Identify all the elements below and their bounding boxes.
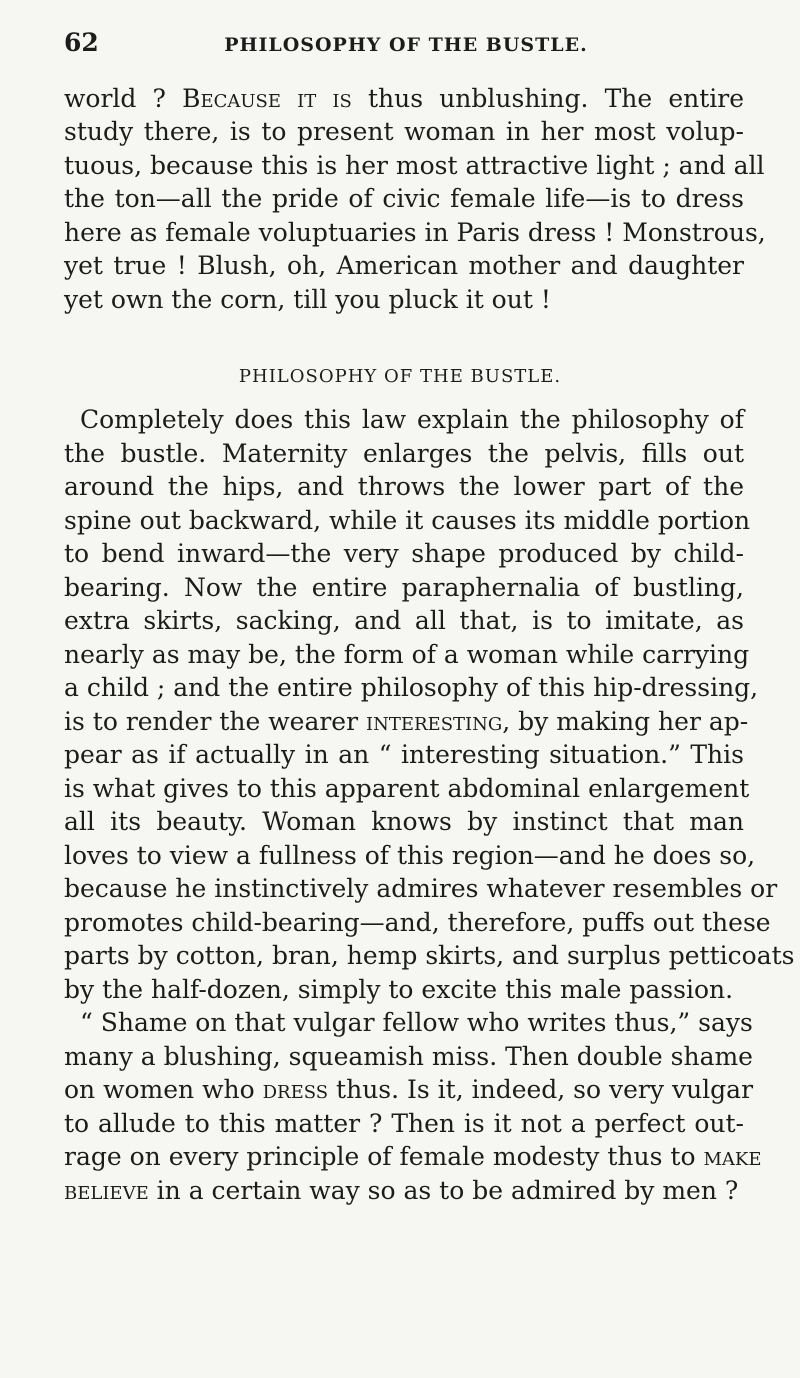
- text-line: on women who dress thus. Is it, indeed, so very vulgar: [64, 1075, 754, 1104]
- text-line: yet own the corn, till you pluck it out !: [64, 285, 551, 314]
- section-heading: PHILOSOPHY OF THE BUSTLE.: [238, 366, 562, 387]
- text-line: tuous, because this is her most attractive light ; and all: [64, 151, 765, 180]
- text-line: is to render the wearer interesting, by making her ap-: [64, 707, 749, 736]
- text-line: around the hips, and throws the lower part of the: [64, 472, 744, 501]
- running-title: PHILOSOPHY OF THE BUSTLE.: [224, 34, 588, 56]
- text-line: all its beauty. Woman knows by instinct that man: [64, 807, 744, 836]
- running-head: [64, 28, 748, 58]
- text-line: promotes child-bearing—and, therefore, puffs out these: [64, 908, 771, 937]
- text-line: bearing. Now the entire paraphernalia of bustling,: [64, 573, 744, 602]
- text-line: a child ; and the entire philosophy of this hip-dressing,: [64, 673, 759, 702]
- text-line: study there, is to present woman in her most volup-: [64, 117, 744, 146]
- text-line: to allude to this matter ? Then is it not a perfect out-: [64, 1109, 744, 1138]
- text-line: by the half-dozen, simply to excite this male passion.: [64, 975, 734, 1004]
- text-line: believe in a certain way so as to be admired by men ?: [64, 1176, 739, 1205]
- text-line: rage on every principle of female modesty thus to make: [64, 1142, 762, 1171]
- text-line: because he instinctively admires whatever resembles or: [64, 874, 778, 903]
- text-line: parts by cotton, bran, hemp skirts, and surplus petticoats: [64, 941, 795, 970]
- text-line: here as female voluptuaries in Paris dress ! Monstrous,: [64, 218, 766, 247]
- text-line: nearly as may be, the form of a woman while carrying: [64, 640, 750, 669]
- text-line: extra skirts, sacking, and all that, is to imitate, as: [64, 606, 744, 635]
- text-line: is what gives to this apparent abdominal enlargement: [64, 774, 750, 803]
- text-line: pear as if actually in an “ interesting situation.” This: [64, 740, 744, 769]
- page-number: 62: [64, 28, 99, 57]
- text-line: the bustle. Maternity enlarges the pelvis, fills out: [64, 439, 744, 468]
- text-line: many a blushing, squeamish miss. Then double shame: [64, 1042, 753, 1071]
- text-line: Completely does this law explain the philosophy of: [80, 405, 744, 434]
- text-line: “ Shame on that vulgar fellow who writes thus,” says: [80, 1008, 753, 1037]
- text-line: loves to view a fullness of this region—and he does so,: [64, 841, 756, 870]
- text-line: to bend inward—the very shape produced by child-: [64, 539, 744, 568]
- text-line: world ? Because it is thus unblushing. The entire: [64, 84, 745, 113]
- text-line: yet true ! Blush, oh, American mother and daughter: [64, 251, 744, 280]
- text-line: the ton—all the pride of civic female life—is to dress: [64, 184, 744, 213]
- text-line: spine out backward, while it causes its middle portion: [64, 506, 751, 535]
